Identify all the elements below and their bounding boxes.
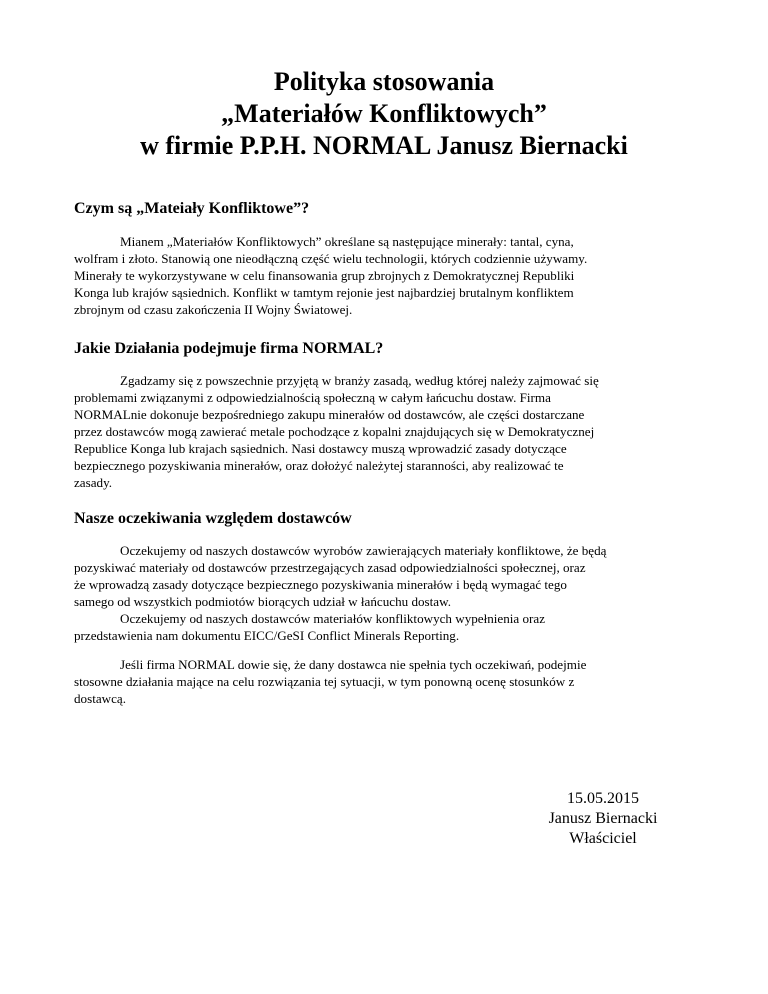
title-line-2: „Materiałów Konfliktowych” bbox=[221, 99, 547, 128]
paragraph-line: bezpiecznego pozyskiwania minerałów, oraz dołożyć należytej staranności, aby realizować te bbox=[74, 458, 564, 473]
paragraph-line: Konga lub krajów sąsiednich. Konflikt w tamtym rejonie jest najbardziej brutalnym konfliktem bbox=[74, 285, 574, 300]
paragraph-line: Oczekujemy od naszych dostawców wyrobów zawierających materiały konfliktowe, że będą bbox=[120, 543, 607, 558]
paragraph-line: że wprowadzą zasady dotyczące bezpiecznego pozyskiwania minerałów i będą wymagać tego bbox=[74, 577, 567, 592]
paragraph-line: Zgadzamy się z powszechnie przyjętą w branży zasadą, według której należy zajmować się bbox=[120, 373, 599, 388]
section-2-paragraph bbox=[74, 372, 714, 491]
paragraph-line: Oczekujemy od naszych dostawców materiałów konfliktowych wypełnienia oraz bbox=[120, 611, 546, 626]
paragraph-line: pozyskiwać materiały od dostawców przestrzegających zasad odpowiedzialności społecznej, oraz bbox=[74, 560, 586, 575]
section-2-heading: Jakie Działania podejmuje firma NORMAL? bbox=[74, 340, 384, 357]
signature-date: 15.05.2015 bbox=[567, 790, 639, 807]
paragraph-line: przez dostawców mogą zawierać metale pochodzące z kopalni znajdujących się w Demokratycznej bbox=[74, 424, 595, 439]
paragraph-line: Republice Konga lub krajach sąsiednich. Nasi dostawcy muszą wprowadzić zasady dotyczące bbox=[74, 441, 567, 456]
paragraph-line: wolfram i złoto. Stanowią one nieodłączną część wielu technologii, których codziennie używamy. bbox=[74, 251, 588, 266]
section-1-heading: Czym są „Mateiały Konfliktowe”? bbox=[74, 200, 310, 217]
paragraph-line: zbrojnym od czasu zakończenia II Wojny Światowej. bbox=[74, 302, 353, 317]
paragraph-line: przedstawienia nam dokumentu EICC/GeSI Conflict Minerals Reporting. bbox=[74, 628, 460, 643]
signature-role: Właściciel bbox=[569, 830, 637, 847]
title-line-3: w firmie P.P.H. NORMAL Janusz Biernacki bbox=[140, 131, 628, 160]
section-1-paragraph bbox=[74, 233, 714, 318]
document-title bbox=[0, 66, 768, 162]
paragraph-line: zasady. bbox=[74, 475, 113, 490]
paragraph-line: Mianem „Materiałów Konfliktowych” określane są następujące minerały: tantal, cyna, bbox=[120, 234, 574, 249]
section-3-closing-paragraph bbox=[74, 656, 714, 707]
title-line-1: Polityka stosowania bbox=[273, 67, 495, 96]
paragraph-line: Jeśli firma NORMAL dowie się, że dany dostawca nie spełnia tych oczekiwań, podejmie bbox=[120, 657, 587, 672]
paragraph-line: stosowne działania mające na celu rozwiązania tej sytuacji, w tym ponowną ocenę stosunków z bbox=[74, 674, 575, 689]
paragraph-line: NORMALnie dokonuje bezpośredniego zakupu minerałów od dostawców, ale części dostarczane bbox=[74, 407, 585, 422]
paragraph-line: Minerały te wykorzystywane w celu finansowania grup zbrojnych z Demokratycznej Republiki bbox=[74, 268, 575, 283]
paragraph-line: dostawcą. bbox=[74, 691, 126, 706]
section-3-paragraph bbox=[74, 542, 714, 644]
paragraph-line: samego od wszystkich podmiotów biorących udział w łańcuchu dostaw. bbox=[74, 594, 451, 609]
signature-block bbox=[520, 789, 686, 849]
signature-name: Janusz Biernacki bbox=[548, 810, 658, 827]
section-3-heading: Nasze oczekiwania względem dostawców bbox=[74, 510, 352, 527]
paragraph-line: problemami związanymi z odpowiedzialnością społeczną w całym łańcuchu dostaw. Firma bbox=[74, 390, 551, 405]
